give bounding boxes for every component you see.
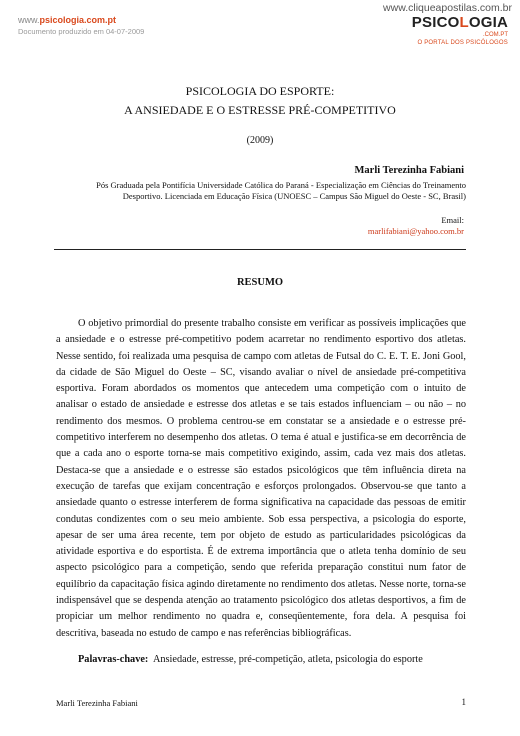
logo-right: OGIA xyxy=(468,14,508,31)
abstract-heading: RESUMO xyxy=(236,277,284,288)
top-site-url[interactable]: www.cliqueapostilas.com.br xyxy=(383,2,512,14)
logo-left: PSICO xyxy=(411,14,460,31)
site-prefix: www. xyxy=(18,15,40,25)
document-source xyxy=(18,14,144,38)
email-label: Email: xyxy=(441,215,464,225)
document-title xyxy=(0,82,520,120)
site-brand: psicologia.com.pt xyxy=(39,15,117,25)
logo-accent: L xyxy=(459,14,469,31)
author-affiliation: Pós Graduada pela Pontifícia Universidade Católica do Paraná - Especialização em Ciências do Treinamento Desportivo. Licenciada em Educação Física (UNOESC – Campus São Miguel do Oeste - SC, Brasil) xyxy=(96,180,466,201)
author-name: Marli Terezinha Fabiani xyxy=(354,165,464,176)
logo-domain: .COM.PT xyxy=(483,32,508,38)
page-number: 1 xyxy=(461,697,466,707)
produced-date: Documento produzido em 04-07-2009 xyxy=(18,27,145,36)
source-site-link[interactable] xyxy=(18,14,144,26)
section-divider xyxy=(54,249,466,250)
logo-wordmark xyxy=(400,15,508,31)
psicologia-logo[interactable] xyxy=(400,15,508,47)
logo-tagline: O PORTAL DOS PSICÓLOGOS xyxy=(417,40,508,46)
footer-author: Marli Terezinha Fabiani xyxy=(56,698,138,708)
title-line-2: A ANSIEDADE E O ESTRESSE PRÉ-COMPETITIVO xyxy=(124,103,396,117)
title-line-1: PSICOLOGIA DO ESPORTE: xyxy=(185,84,335,98)
author-email-link[interactable]: marlifabiani@yahoo.com.br xyxy=(367,226,464,236)
keywords xyxy=(78,654,423,665)
document-year: (2009) xyxy=(246,135,274,146)
keywords-label: Palavras-chave: xyxy=(78,654,149,665)
keywords-list: Ansiedade, estresse, pré-competição, atleta, psicologia do esporte xyxy=(152,654,423,665)
abstract-text: O objetivo primordial do presente trabalho consiste em verificar as possíveis implicações que a ansiedade e o estresse pré-competitivo podem acarretar no rendimento esportivo dos atletas. Nesse sentido, foi realizada uma pesquisa de campo com atletas de Futsal do C. E. T. E. Joni Gool, da cidade de São Miguel do Oeste – SC, visando avaliar o nível de ansiedade pré-competitiva esportiva. Foram abordados os momentos que antecedem uma competição com o intuito de analisar o estado de ansiedade e estresse dos atletas e se tais estados influenciam – ou não – no rendimento dos mesmos. O problema centrou-se em constatar se a ansiedade e o estresse pré-competitivo interferem no desempenho dos atletas. O tema é atual e justifica-se em decorrência de que a cada ano o esporte torna-se mais competitivo exigindo, assim, cada vez mais dos atletas. Destaca-se que a ansiedade e o estresse são estados psicológicos que têm influência direta na execução de tarefas que exijam concentração e esforços prolongados. Observou-se que tanto a ansiedade quanto o estresse interferem de forma significativa na capacidade das pessoas de emitir condutas condizentes com o seu meio ambiente. Sob essa perspectiva, a psicologia do esporte, apesar de ser uma área recente, tem por objeto de estudo as particularidades psicológicas da atividade esportiva e do esportista. É de extrema importância que o atleta tenha domínio de seu aspecto psicológico para a competição, sendo que referida preparação constitui num fator de equilíbrio da capacitação física agindo diretamente no rendimento dos atletas. Nesse norte, torna-se indispensável que se despenda atenção ao tratamento psicológico dos atletas desportivos, a fim de propiciar um melhor rendimento no quadra e, conseqüentemente, fora dela. A pesquisa foi descritiva, baseada no estudo de campo e nas referências bibliográficas. xyxy=(56,318,466,639)
